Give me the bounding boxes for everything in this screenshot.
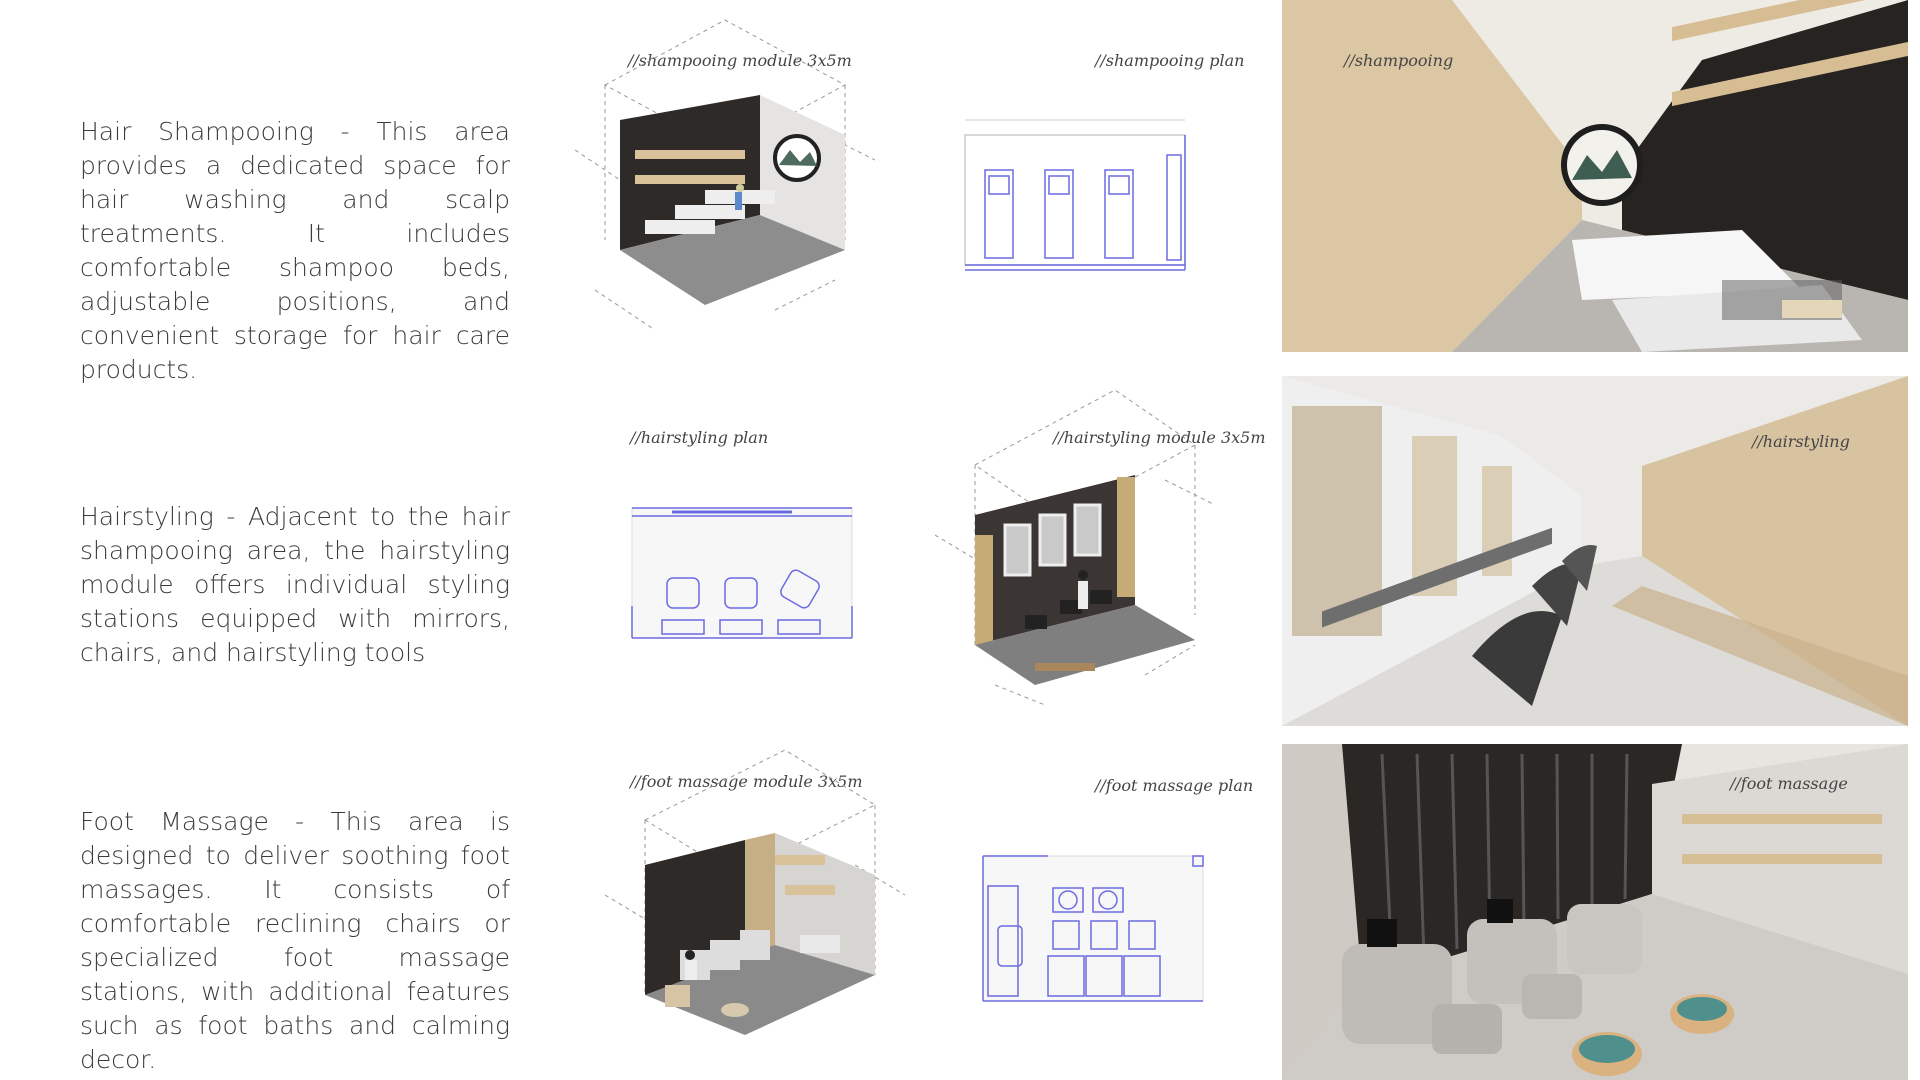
shampooing-plan-drawing (955, 110, 1195, 280)
foot-massage-plan-drawing (958, 836, 1218, 1006)
foot-massage-render-caption: //foot massage (1730, 774, 1848, 793)
shampooing-render (1282, 0, 1908, 352)
shampooing-plan-caption: //shampooing plan (1095, 51, 1245, 70)
hairstyling-plan-caption: //hairstyling plan (630, 428, 769, 447)
foot-massage-module-drawing (605, 745, 905, 1065)
foot-massage-render (1282, 744, 1908, 1080)
shampooing-module-drawing (575, 10, 875, 350)
shampooing-render-caption: //shampooing (1344, 51, 1454, 70)
hairstyling-description: Hairstyling - Adjacent to the hair shampooing area, the hairstyling module offers individual styling stations equipped with mirrors, chairs, and hairstyling tools (80, 502, 510, 667)
foot-massage-module-caption: //foot massage module 3x5m (630, 772, 863, 791)
hairstyling-render (1282, 376, 1908, 726)
foot-massage-plan-caption: //foot massage plan (1095, 776, 1254, 795)
hairstyling-plan-drawing (612, 488, 862, 648)
shampooing-module-caption: //shampooing module 3x5m (628, 51, 852, 70)
shampooing-description: Hair Shampooing - This area provides a dedicated space for hair washing and scalp treatments. It includes comfortable shampoo beds, adjustable positions, and convenient storage for hair care products. (80, 117, 510, 384)
hairstyling-module-caption: //hairstyling module 3x5m (1053, 428, 1266, 447)
hairstyling-module-drawing (935, 385, 1215, 715)
foot-massage-description: Foot Massage - This area is designed to deliver soothing foot massages. It consists of comfortable reclining chairs or specialized foot massage stations, with additional features such as foot baths and calming decor. (80, 807, 510, 1074)
hairstyling-render-caption: //hairstyling (1752, 432, 1850, 451)
